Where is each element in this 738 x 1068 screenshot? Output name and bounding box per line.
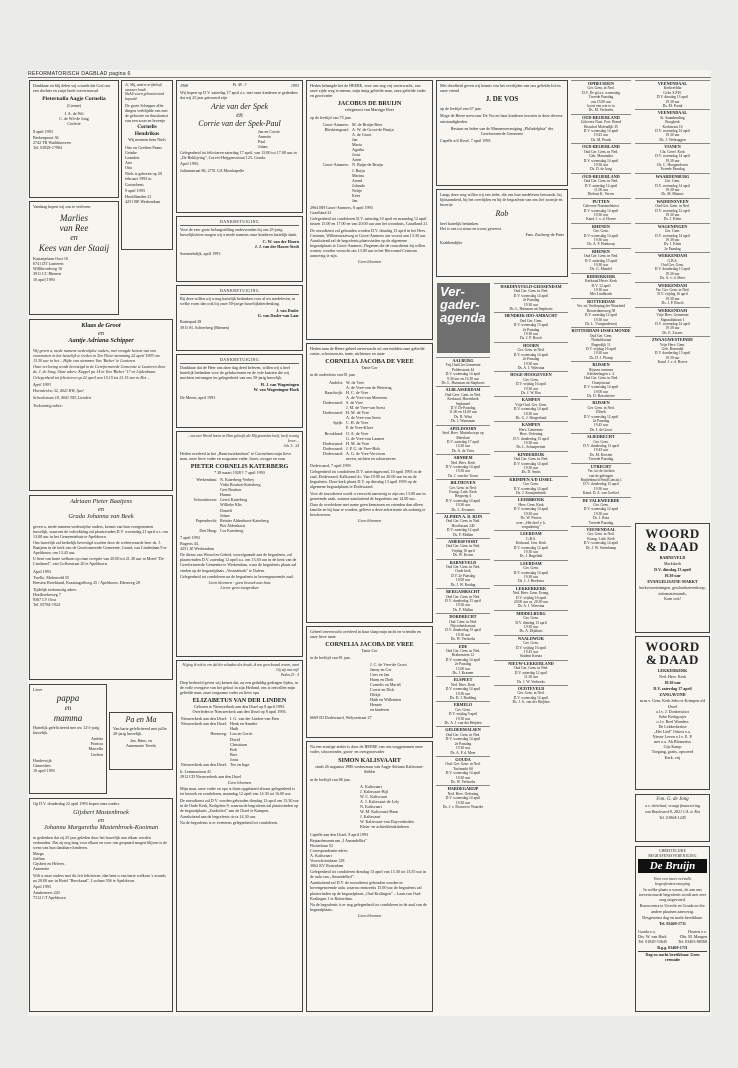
agenda-details: St. Saambinding Boogkerk Kerkstraat 16 D.V. woensdag 14 april 19.30 uur Ds. J. Verbruggen [655, 115, 690, 142]
agenda-item [494, 496, 568, 530]
agenda-item [494, 610, 568, 635]
family-names: C. H. de Vree P. de Vree-Kloet [346, 420, 373, 431]
obituary-de-vree: Heden nam de Heere geheel onverwacht uit ons midden onze geliefde zuster, schoonzuster, tante, nichtenzo en tante CORNELIA JACOBA DE VREE Tante Cor in de ouderdom van 81 jaar. Andelst: W. de Vree A. de Vree-van de Wetering Baardwijk: H. C. de Vree A. de Vree-van Meeteren Dodewaard: S. de Vree J. M. de Vree-van Soest Dodewaard: H. M. de Vree A. de Vree-van Soest Spijk: C. H. de Vree P. de Vree-Kloet Brookland: O. A. de Vree G. de Vree-van Laanen Dodewaard: H. M. de Vree Dodewaard: J. P. G. de Vree-Hols Dodewaard: A. G. de Vree-Vervoorn neven, nichten en achterneven Dodewaard, 7 april 1993 Gelegenheid tot condoleren D.V. zaterdagavond, 10 april 1993 in de zaal, Dodewaard, Kalkwand 4c. Van 19.00 tot 20.00 uur en na de begrafenis. Deze kerk plaats D.V. op dinsdag 13 april 1993 op de algemene begraafplaats te Dodewaard. Voor de rouwdienst wordt u verzocht aanwezig te zijn om 13.00 uur in genoemde zaak, waarna aansluitend de begrafenis om 14.00 uur. Daar de overledene met name geen kennissen en vrienden dan alleen familie en bij haar te worden, gelieve u deze advertentie als zodanig te beschouwen. Geen bloemen [306, 343, 433, 623]
agenda-item [571, 526, 631, 551]
agenda-item [494, 283, 568, 312]
agenda-place: ROTTERDAM [587, 298, 615, 304]
family-list [180, 477, 299, 533]
agenda-details: Oud Ger. Gem. in Ned. Geb. Maranatha D.V. woensdag 14 april 19.30 uur Ds. D. de Jong [583, 149, 619, 172]
agenda-place: DE VALKWEERDE [582, 497, 620, 503]
deceased-name: JACOBUS DE BRUIJN [337, 100, 402, 108]
agenda-details: Sted. Herv. Muziekcorps op Maerlant D.V. zaterdag 17 april 14.30 uur Ds. A. de Vries [442, 431, 484, 453]
agenda-item [436, 701, 490, 726]
family-row [180, 497, 299, 517]
agenda-place: RIDDERKERK [586, 273, 616, 279]
family-place: Nieuwerkerk aan den IJssel: [180, 762, 227, 768]
agenda-item [571, 298, 631, 327]
deceased-name: SIMON KALISVAART [338, 757, 401, 765]
agenda-place: BILTHOVEN [450, 480, 476, 486]
family-names: H. C. de Vree A. de Vree-van Meeteren [346, 389, 388, 400]
family-names: I. G. van der Linden-van Eten [230, 716, 279, 722]
agenda-details: Oud Ger. Gem. in Ned. Hooftstraat 240 D.V. zaterdag 12 april Ds. F. Mallan [445, 519, 481, 537]
agenda-details: Ver. Ger. Gem. in Ned. D.V. vrijdag 16 april 19.30 uur Ds. J. P. Bosch [655, 288, 690, 306]
family-place: Nieuwerkerk aan den IJssel: [180, 721, 227, 727]
agenda-place: LEERDAM [520, 531, 542, 537]
anniversary-mastenbroek: Op D.V. donderdag 22 april 1993 hopen onze ouders Gijsbert Mastenbroek en Johanna Margaretha Mastenbroek-Kooiman in gedenken dat zij 25 jaar geleden door het huwelijk aan elkaar werden verbonden. Dat zij nog lang voor elkaar en voor ons gespaard mogen blijven is de wens van hun dankbare kinderen. Marga Joëlina Gijsbert en Heleen , Antonette Wilt u onze ouders met dit feit feliciteren, dan bent u van harte welkom 's avonds na 20.00 uur in Hotel "Beeckzaal", Loolaan 556 te Apeldoorn. April 1993 Annbeneers 243 7312 CT Apeldoorn [29, 798, 173, 1012]
agenda-place: UTRECHT [590, 463, 612, 469]
family-names: A. W. de Groot-de Bruijn A. de Groot Jan Maria Agatha Joost Arien [352, 126, 394, 163]
family-names: Cor Katerberg [220, 527, 244, 533]
agenda-item [494, 312, 568, 341]
agenda-item [571, 361, 631, 399]
woord-en-daad-barneveld: WOORD & DAAD BARNEVELD Marktkerk D.V. dinsdag 13 april 19.30 uur EVANGELISATIE-MARKT kerkvoorzieningen, geschenkenverkoop, informatiestands, Kom ook! [635, 523, 710, 633]
agenda-place: KINDERDIJK [517, 451, 545, 457]
family-place: Papendrecht: [195, 517, 217, 523]
agenda-details: Oud Ger. Gem. D.V. woensdag 13 april 2e Paasdag 19.30 uur Ds. J. P. Bosch [513, 318, 549, 341]
agenda-item [436, 513, 490, 538]
family-row [310, 127, 429, 163]
agenda-details: Gelovere Nazi. Fort. Boerd Beaufort Molendijk 35 D.V. woensdag 14 april 19.45 uur Ds. M. Pronk [580, 120, 622, 142]
agenda-place: AMERSFOORT [448, 539, 478, 545]
family-row [180, 762, 299, 767]
agenda-item [571, 463, 631, 497]
agenda-item [436, 785, 490, 810]
family-place: Dodewaard: [322, 399, 343, 405]
agenda-item [436, 676, 490, 701]
family-place: Dodewaard: [322, 410, 343, 416]
family-row [180, 731, 299, 762]
agenda-list-far-right [635, 80, 710, 520]
family-names: H. M. de Vree A. de Vree-van Soest [346, 410, 381, 421]
agenda-item [571, 143, 631, 172]
agenda-place: WERKENDAM [657, 282, 688, 288]
agenda-place: LEERBROEK [517, 497, 545, 503]
family-row [180, 518, 299, 528]
agenda-place: LEERDAM [520, 560, 542, 566]
agenda-details: Herv. Gem. Kerk D.V. woensdag 14 april 19.30 uur Ds. W. Pieters over: „Het doel v. k. vergadering" [513, 502, 549, 529]
woord-en-daad-lekkerkerk: WOORD & DAAD LEKKERKERK Ned. Herv. Kerk 19.30 uur D.V. zaterdag 17 april ZANGAVOND m.m.v. Gem. Kerk Sebo te Krimpen a/d IJssel a.l.v. J. Donkersloot Sobo Kerkgosjer o.l.v. Roel Wanders De Lekkerkerkse „Het Lied" Orkest o.a. Nieuw Leven o.l.v. E. P. met o.a. Ab Blomerius Gijs Kamp Toegang, gratis, opwoerd Kerk. vrij [635, 636, 710, 790]
agenda-details: Ger. Gem. D.V. woensdag 12 april 19.30 uur Ds. J. Rota Tweede Paasdag [583, 502, 619, 525]
thank-you-rob: Langs deze weg willen wij een ieder, die ons hun medeleven betoonde, bij lijdzaamheid, bij het overlijden en bij de begrafenis van ons lief zoontje en broertje Rob heel hartelijk bedanken. Het is ons tot steun en troost geweest. Fam. Zuidweg-de Pater Krabbendijke [436, 189, 568, 277]
thank-you-van-wageningen: DANKBETUIGING Dankbaar dat de Heer ons deze dag deed beleven, willen wij u heel hartelijk bedanken voor de gelukwensen en de vele kaarten die wij mochten ontvangen ter gelegenheid van ons 50-jarig huwelijk. H. J. van Wageningen W. van Wageningen-Hoek De Meern, april 1993 [176, 354, 303, 428]
agenda-place: APELDOORN [449, 425, 477, 431]
bride-name: Marlies [60, 213, 88, 224]
agenda-place: WAARDENBURG [655, 173, 690, 179]
family-names: Lou en Gerrit David Christiaan Bob Bert Joost [230, 731, 253, 762]
agenda-details: Oud. Ger. Gem. in Ned. Turfmarkt 60 D.V. woensdag 14 april 19.30 uur Ds. W. Verhoeks [445, 762, 481, 784]
agenda-place: VEENENDAAL [657, 110, 688, 116]
agenda-details: Oud Ger. Gem. Thaboldstraat Bogerdijk 11 D.V. vrijdag 16 april 19.30 uur Ds. D. J. Plomp [585, 333, 617, 360]
de-bruijn-logo: De Bruijn [638, 859, 707, 873]
agenda-list-middle [494, 283, 568, 1012]
family-row [180, 528, 299, 533]
agenda-place: HARDINXVELD-GIESSENDAM [500, 284, 562, 289]
family-row [180, 477, 299, 497]
agenda-details: Oud Ger. Gem. in Ned. D.V. woensdag 14 april 2e Paasdag 19.30 uur Ds. A. P. d. Meer [445, 732, 481, 755]
family-names: H. M. de Vree [346, 440, 370, 446]
thank-you-van-der-hoorn: DANKBETUIGING Voor de zeer grote belangstelling ondervonden bij ons 25-jarig huwelijksfeest mogen wij u mede namens onze kinderen hartelijk dank. C. W. van der Hoorn J. J. van der Hoorn-Stedt Sommelsdijk, april 1993 [176, 216, 303, 282]
agenda-details: Ned. Herv. Oefening D.V. woensdag 14 april 19.30 uur Ds. J. v. Boosen te Waarder [442, 791, 484, 809]
agenda-item [436, 559, 490, 588]
thank-you-van-dasler: DANKBETUIGING Bij deze willen wij u nog hartelijk bedanken voor al uw medeleven, in welke vorm dan ook bij onze 50-jarige huwelijksherdenking. J. van Dasler G. van Dasler-van Laar Rutterpad 28 3911 SL Achterberg (Rhenen) [176, 285, 303, 351]
agenda-place: OPHEUSDEN [587, 81, 615, 86]
deceased-name: ELIZABETUS VAN DER LINDEN [192, 696, 287, 704]
agenda-details: Oud Ger. Gem. in Ned. Vrijdag 16 april Ds. W. Kroon [445, 544, 481, 558]
agenda-place: WAGENINGEN [657, 223, 688, 229]
agenda-details: Oud Ger. Gem. in Ned. Oude kerk D.V. 2e Paasdag 10.00 uur Ds. J. W. Rotdag [445, 565, 481, 587]
agenda-place: OUD-BEIJERLAND [582, 173, 620, 179]
agenda-item [436, 425, 490, 454]
agenda-details: Ger. Gem. D.V. vrijdag 16 april 19.45 uur Student Kreutz [515, 641, 547, 659]
agenda-details: Ned. Herv. Kerk D.V. woensdag 14 april 19.30 uur Ds. D. J. Budding [445, 682, 481, 701]
family-row [310, 390, 429, 400]
agenda-item [571, 80, 631, 114]
family-list [180, 716, 299, 767]
agenda-item [494, 476, 568, 497]
agenda-place: WADDINXVEEN [656, 198, 689, 204]
child-name: Pieternalla Aagje Cornelia [42, 96, 106, 103]
agenda-place: RIJSSEN [592, 362, 610, 368]
agenda-place: NAALDWIJK [517, 635, 545, 641]
birth-announcement-niels: Je, Mij, andere urijhehaft wanneer baalt HaAlt wiern gebeartoetend bepaald De grote Schepper aller dingen verblijdde ons met de geboorte en thuiskomst van een zoon en broertje Cornelis Hendrikus Wij noemen hem Niels Otto en Gerdien Paans Geinke Leandert Arts Otto Niels is geboren op 20 februari 1993 in Gorinchem. 9 april 1993 Hoofdlanden 21 4251 BE Werkendam [121, 80, 173, 250]
agenda-item [436, 756, 490, 785]
agenda-details: Ger. Gem. D.V. donderdag 13 april 19.45 uur Ds. M. Kersten Tweede Paasdag [583, 439, 619, 462]
birth-announcement-lienne: Dankbaar en blij delen wij u mede dat God ons een dochter en zusje heeft toevertrouwd Pieternalla Aagje Cornelia (Lienne) J. A. de Wit C. de Wit-de Jong Corletie 8 april 1993 Berkenpoort 36 2742 TR Waddinxveen Tel. 01828-17904 [29, 80, 119, 198]
agenda-details: Ger. Gem. D.V. vrijdag 16 april 19.30 uur Ds. J. W. Bos [515, 377, 547, 395]
family-place: Bleskensgraaf: [324, 126, 349, 132]
agenda-place: HOGE-HOOGEVEEN [510, 372, 552, 378]
family-names: A. G. de Vree-Vervoorn neven, nichten en achterneven [346, 450, 396, 461]
agenda-details: Ned. Herv. Gem. Evang. D.V. vrijdag 16 april 20.00 uur ca. 20.30 uur Ds. A. J. Wiersma [512, 591, 550, 609]
family-names: Henk en Anneke Huib [230, 721, 258, 732]
family-names: N. Katerberg-Verhey Vidia Bouhon-Katerberg Gert Bouhon Hanna [220, 476, 261, 498]
agenda-place: MIDDELBURG [516, 610, 546, 616]
family-place: Groot-Ammers: [322, 121, 349, 127]
agenda-item [494, 635, 568, 660]
family-place: Nieuwerkerk aan den IJssel: [180, 716, 227, 722]
family-names: J. P. G. de Vree-Hols [346, 445, 381, 451]
agenda-item [571, 273, 631, 298]
agenda-details: Ned. Herv. Kerk D.V. woensdag 14 april 19.30 uur Ds. J. van der Toorn [445, 460, 481, 478]
agenda-item [571, 327, 631, 361]
agenda-item [494, 421, 568, 450]
agenda-item [571, 223, 631, 248]
agenda-place: RHENEN [592, 223, 610, 229]
agenda-place: HOORN [523, 342, 539, 348]
agenda-place: HENDRIK-IDO-AMBACHT [504, 313, 558, 319]
agenda-item [494, 451, 568, 476]
groom-name: Kees van der Staaij [38, 243, 110, 254]
agenda-item [436, 386, 490, 424]
agenda-place: GELDERMALSEN [445, 727, 481, 733]
agenda-details: Rijssen centrum Irlesberlingen v. 4. Oud Ger. Gem. in Ned. Oranjestraat D.V. woensdag 14 april 19.00 uur Ds. D. Bosschieter [583, 367, 619, 398]
agenda-place: KRIMPEN A/D IJSSEL [509, 476, 553, 482]
agenda-item [436, 538, 490, 559]
family-place: Heenweg: [210, 731, 227, 737]
agenda-item [635, 252, 710, 281]
agenda-item [436, 479, 490, 513]
agenda-details: Ger. Gem. D.V. woensdag 14 april 19.30 uur Ds. J. Klein 2e Paasdag [655, 229, 690, 251]
agenda-details: Oud Ger. Gem. in Ned. D.V. zaterdag 12 april 11.30 uur Ds. J. W. Verhoeks [513, 666, 549, 684]
family-names: Teo en Inge [230, 762, 250, 768]
agenda-item [635, 198, 710, 223]
agenda-place: ROTTERDAM-IJSSELMONDE [571, 328, 631, 334]
family-place: Brookland: [324, 430, 343, 436]
agenda-place: ALPHEN A. D. RIJN [443, 514, 483, 519]
wedding-announcement-de-groot: Klaas de Groot en Aantje Adriana Schipper Wij geven u, mede namens wederzijdse ouders, met vreugde kennis van ons voornemen in het huwelijk te treden in Ten Vliete-stemming 22 april 1993 om 13.30 uur in het ...Hijke van stemmen Van 'Bieber' te Lunteren. Onze verloving wordt bevestigd in de Gereformeerde Gemeente te Lunteren door ds. J. de Jong. Onze adres: Koppel pa 14 in Van 'Bieber' 17 en Lijdenbaan. Gelegenheid tot feliciteren op 22 april van 15.15 tot 21.15 uur in Het ... April 1993 Hoenderloo 32, 4021 RW, Ijzel Schoolstraat 18, 4041 ND, Lienden Toekomstig adres: [29, 319, 173, 491]
agenda-details: Vrije Herv. Gem. Geb. Rosendal D.V. donderdag 15 april 19.30 uur Kand. J. v. d. Hoeve [654, 342, 691, 365]
agenda-details: Ger. Gem. D.V. vrijdag 9 april 19.30 uur Ds. A. J. van der Heijden [444, 707, 482, 726]
agenda-details: Kerkzaal Hervr. Kerk D.V. 12 april 19.30 uur Met Lindbroek [585, 279, 617, 297]
agenda-item [635, 143, 710, 172]
family-row [310, 420, 429, 430]
agenda-details: Ger. Gem. D.V. woensdag 14 april 19.30 uur Ds. A. F. Honkoop [583, 229, 619, 247]
agenda-item [635, 80, 710, 109]
obituary-de-vree-family: Geheel onverwacht overleed in haar slaap mijn nicht en vriendin en onze lieve tante CORNELIA JACOBA DE VREE Tante Cor in de leeftijd van 81 jaar. J. C. de Vree-de Groot Janny en Cor Cees en Jan Harm en Dieli Cornelis en Mariël Corrie en Dick Dirkje Huib en Willemien Hennie en kinderen 6669 DJ Dodewaard, Welysestraat 27 [306, 626, 433, 738]
agenda-place: PUTTEN [592, 198, 610, 204]
agenda-details: Ger. Gem. D.V. woensdag 14 april 19.30 uur Ds. J. J. Hoekstra [513, 566, 549, 584]
agenda-details: Herv. Gemeente Herv. Oefening D.V. donderdag 15 april 19.30 uur Ds. L. Schaaprenter [513, 427, 549, 450]
agenda-details: Oud. Gem. in Ned. Nijverheidsstraat D.V. donderdag 15 april 19.30 uur Ds. W. Verhoeks [445, 619, 481, 642]
agenda-place: RHENEN [592, 248, 610, 254]
agenda-item [494, 585, 568, 610]
agenda-details: Vrij.Oud.Ger.Gemeente Polderstraat 44 D.V. woensdag 14 april 9.30 uur en 14.30 uur Ds. L. Huisman uit Staphorst [441, 363, 485, 386]
agenda-list-right [571, 80, 631, 1012]
agenda-item [494, 660, 568, 685]
agenda-details: Oud Ger. Gem. in Ned. D.V. donderdag 15 april 19.30 uur Ds. F. Mallan [445, 594, 481, 612]
agenda-place: RIJSSEN [592, 400, 610, 406]
agenda-place: KAMPEN [521, 397, 541, 403]
family-names: W. de Vree A. de Vree-van de Wetering [346, 379, 392, 390]
agenda-details: Oud Ger. Gem. in Ned. D.V. zaterdag 12 april 11.00 uur Diehuis K. Verver [583, 179, 619, 197]
agenda-place: OUD-BEIJERLAND [582, 144, 620, 150]
agenda-item [635, 336, 710, 365]
agenda-title: Ver- gader- agenda [437, 283, 490, 353]
family-place: Dodewaard: [322, 445, 343, 451]
agenda-place: BERGAMBACHT [446, 589, 480, 595]
family-place: Dodewaard: [322, 440, 343, 446]
agenda-item [494, 560, 568, 585]
agenda-item [571, 497, 631, 526]
agenda-details: Oud Ger. Gem. in Ned. D.V. woensdag 12 april 19.30 uur Ds. J. Klein [655, 204, 690, 222]
agenda-details: Gelovere Nazomelsbrist D.V. woensdag 14 april 19.30 uur Kand. J. v. d. Hoeve [583, 204, 619, 222]
agenda-place: WERKENDAM [657, 253, 688, 259]
agenda-item [571, 114, 631, 143]
family-row [310, 431, 429, 441]
agenda-item [635, 307, 710, 336]
family-place: Spijk: [333, 420, 343, 426]
agenda-place: HARDEGARIJP [447, 786, 479, 792]
agenda-details: Ger. Gem. D.V. dinsdag 13 april 19.30 uur Ds. A. Dijkhuis [515, 616, 547, 634]
family-place: Dodewaard: [322, 450, 343, 456]
agenda-details: Oud Ger. Gem. in Ned. Brakenstein 12 D.V. woensdag 14 april 2e Paasdag 15.00 uur Ds. J. Kraaner [445, 648, 481, 675]
family-row [310, 380, 429, 390]
agenda-place: ALBLASSERDAM [445, 387, 481, 393]
agenda-place: BARNEVELD [449, 559, 477, 565]
agenda-place: SLIEDRECHT [587, 434, 615, 440]
agenda-item [635, 282, 710, 307]
agenda-item [571, 198, 631, 223]
agenda-item [436, 454, 490, 479]
agenda-details: Ger. Gem. in Ned. Evang. Luth. Kerk Bergweg 4 D.V. woensdag 14 april 19.30 uur Ds. L. Kwantes [445, 485, 481, 512]
family-row [310, 451, 429, 461]
agenda-details: Ger. Gem. in Ned. D.V. woensdag 14 april Ds. J. A. van der Heijden [512, 691, 550, 705]
agenda-details: Ger. Gem. in Ned. Evang. Luth. Kerk D.V. woensdag 14 april Ds. J. W. Steenkamp [583, 532, 619, 550]
agenda-details: Oud Ger. Gem. in Ned. D.V. woensdag 14 april 19.30 uur Ds. D. Smits [513, 457, 549, 475]
agenda-item [494, 371, 568, 396]
newspaper-page [28, 70, 711, 1016]
agenda-item [571, 248, 631, 273]
family-list [310, 122, 429, 204]
agenda-details: Ger. Gem. D.V. woensdag 14 april 19.30 uur Ds. M. Blaauw [655, 179, 690, 197]
agenda-place: ELSPEET [453, 677, 473, 683]
anniversary-pa-en-ma: Pa en Ma Van harte gefeliciteerd met jullie 20-jarig huwelijk. Jan, Hans, en Annemarie Teerds [109, 712, 173, 770]
agenda-list-left [436, 357, 490, 1012]
agenda-details: Oud Ger. Gem. in Ned. D.V. woensdag 14 april 2e Paasdag 19.30 uur Ds. L. Huisman uit Staphorst [509, 289, 553, 312]
agenda-details: G.B.S. Oud Ger. Gem. D.V. donderdag 13 april 19.30 uur Ds. A. v. d. Meer [654, 258, 691, 281]
agenda-details: Ver. tot Verdieping der Waarheid Rosserdamsweg 58 D.V. zaterdag 12 april 19.30 uur Ds. L. Vroegindeweij [576, 304, 626, 326]
family-list [310, 380, 429, 462]
wedding-announcement-baaijens: Adriaan Pieter Baaijens en Grada Johanna van Beek geven u, mede namens wederzijdse ouders, kennis van hun voorgenomen huwelijk, waarvan de voltrekking zal plaatsvinden D.V. woensdag 21 april a.s. om 13.00 uur in het Gemeentehuis te Apeldoorn. Ons huwelijk zal kerkelijk bevestigd worden door de weleerwaarde heer ds. J. Baaijens in de kerk van de Gereformeerde Gemeente, Grand, van Lindenlaan 9 te Apeldoorn, om 13.45 uur. U bent van harte welkom op onze receptie van 20.00 tot 21.30 uur in Motel "De Cantharel", van Golfsestraat 20 te Apeldoorn. April 1993 Twello, Molenveld 55 Beesten Broekland, Kraaiaagalfweg 25 / Apeldoorn, Edenweg 20 Tijdelijk toekomstig adres: Hoefhoekeweg 7 8367 LV Oost Tel. 05784-1924 [29, 495, 173, 680]
agenda-item [436, 643, 490, 677]
agenda-item [571, 433, 631, 462]
agenda-details: Ger. Gem. in Ned. Elleeb D.V. woensdag 12 april 2e Paasdag 19.45 uur Ds. J. de Groot [583, 405, 619, 432]
agenda-item [571, 399, 631, 433]
family-place: Baardwijk: [324, 389, 343, 395]
agenda-place: LEKKERKERK [515, 585, 547, 591]
agenda-item [436, 726, 490, 755]
agenda-item [436, 613, 490, 642]
funeral-society-de-bruijn: CHRISTELIJKE BEGRAFENISVERENIGING De Bruijn Voor een meer eervolle begrafenisverzorging In welke plaats u woont, de aan ons toevertrouwde begrafenis wordt met zeer zorg uitgevoerd. Rouwcentra te Utrecht en Gouda en div. andere plaatsen aanwezig. Desgewenst dag en nacht bereikbaar. Tel. 03469-1711 Gouda e.o. Drs. W. van Hark Tel. 01820-15645 Houten e.o. Dhr. M. Maagen Tel. 03403-88568 B.g.g. 03469-1711 Dag en nacht bereikbaar. Geen crematie [635, 846, 710, 1012]
family-names: S. de Vree J. M. de Vree-van Soest [346, 399, 386, 411]
family-row [310, 162, 429, 203]
family-names: N. Buijn-de Bruijn J. Buijn Marina Arend Jolanda Neltje Kees Jan [352, 162, 383, 204]
deceased-name: PIETER CORNELIS KATERBERG [190, 462, 289, 470]
family-row [310, 400, 429, 410]
agenda-details: Ger. Gem. in Ned. D.V. woensdag 14 april 2e Paasdag 19.30 uur Ds. A. J. Wiersma [513, 348, 549, 370]
agenda-place: KAMPEN [521, 422, 541, 428]
family-place: Den Haag: [199, 527, 217, 533]
family-place: Werkendam: [196, 476, 217, 482]
obituary-de-vos: Met dreefheid geven wij kennis van het overlijden van ons geliefde lid en onze vriend J. DE VOS op de leeftijd van 67 jaar. Moge de Heere mevrouw De Vos en haar kinderen troosten in deze diverse omstandigheden. Bestuur en leden van de Mannenvereniging „Philadelphia" der Gereformeerde Gemeente Capelle a/d IJssel, 7 april 1993 [436, 80, 568, 186]
agenda-details: Oud Ger. Gem. in Ned. D.V. zaterdag 15 april 19.30 uur Ds. G. Mandel [583, 254, 619, 272]
family-names: Reinier Aldenhorst-Katerberg Piet Aldenhorst [220, 517, 269, 528]
obituary-van-der-linden: Al ging ik ook in een dal der schaduw des doods, ik zou geen kwaad vrezen, want Gij zijt met mij! Psalm 23 : 4 Diep bedroefd geven wij kennis dat, na een geduldig gedragen lijden, in de volle overgave van het geloof in zijn Heiland, ons is ontvallen mijn geliefde man, onze zorgzame vader en lieve opa ELIZABETUS VAN DER LINDEN Geboren te Nieuwerkerk aan den IJssel op 8 april 1993. Overleden te Nieuwerkerk aan den IJssel op 8 april 1993. Nieuwerkerk aan den IJssel: I. G. van der Linden-van Eten Nieuwerkerk aan den IJssel: Henk en Anneke Huib Heenweg: Lou en Gerrit David Christiaan Bob Bert Joost Nieuwerkerk aan den IJssel: Teo en Inge Ir. Lemmastraat 41 2912 CD Nieuwerkerk aan den IJssel Geen bloemen Mijn man, onze vader en opa is thuis opgebaard alwaar gelegenheid is tot bezoek en condoleren, maandag 12 april van 14.30 tot 16.00 uur. De rouwdienst zal D.V. worden gehouden dinsdag 13 april om 13.30 uur in de Oude Kerk, Kerkplein 9, waarna de begrafenis zal plaatsvinden op de begraafplaats „Zuiderhof" aan de IJssel te Kampen. Aansluitend aan de begrafenis circa 14.30 uur. Na de begrafenis is er eveneens gelegenheid tot condoleren. [176, 660, 303, 1012]
agenda-item [635, 173, 710, 198]
agenda-item [635, 223, 710, 252]
page-header: REFORMATORISCH DAGBLAD pagina 6 [28, 70, 711, 78]
agenda-item [436, 588, 490, 613]
agenda-place: AALBURG [452, 358, 474, 363]
agenda-item [494, 685, 568, 706]
agenda-place: VIANEN [664, 144, 681, 150]
anniversary-van-der-spek: 1968 Ps. 48 : 3 1993 Wij hopen op D.V. zaterdag 17 april a.s. met onze kinderen te gedenken dat wij 25 jaar getrouwd zijn Arie van der Spek en Corrie van der Spek-Paul Jan en Corrie Annette Paul Johan Gelegenheid tot feliciteren zaterdag 17 april, van 15.00 tot 17.00 uur in „De Beklijving", Corvet-Huijgensstraat 123, Gouda. April 1993, Julianastraat 86, 2751 GA Moerkapelle [176, 80, 303, 213]
agenda-details: G.B.S. Kerkzaal, Gen. Kerk D.V. woensdag 12 april 19.30 uur Ds. J. Bugelink [513, 536, 549, 559]
agenda-details: Ger. Gem. D.V. woensdag 14 april Ds. J. Kraaijenbrink [513, 482, 549, 496]
deceased-name: J. DE VOS [485, 95, 519, 104]
agenda-place: ARNHEM [453, 455, 473, 461]
agenda-place: GOUDA [455, 756, 471, 762]
agenda-details: Vrije Herv. Gemeente Signaaldatraat 1 D.V. woensdag 14 april 19.30 uur Ds. E. Zwarts [655, 313, 690, 335]
agenda-details: Ver. tot de stichtin van de geleugen Ruijtenburch/Smi(Consist.) D.V. donderdag 15 april 19.30 uur Kand. D. A. van Gerloef [580, 469, 622, 496]
agenda-details: Oud Gere. Gem. in Ned. Kerkzaal, Havenkerk Seplaneel D.V. Dr-Paasdag 11.00 en 14.00 uur Ds. B. Wüst Ds. J. Wunsman [444, 392, 482, 424]
family-row [180, 721, 299, 731]
obituary-kalisvaart: Na een ernstige ziekte is door de HEERE van ons weggenomen onze vader, schoonvader, groot- en overgrootvader SIMON KALISVAART sinds 26 augustus 1986 weduwnaar van Aagje Adriana Kalisvaart-Stöbbe in de leeftijd van 86 jaar. A. Kalisvaart J. Kalisvaart-Bijl W. C. Kalisvaart A. J. Kalisvaart-de Lely N. Kalisvaart W. M. Kalisvaart-Baan J. Kalisvaart W. Kalisvaart-van Duyvenboden Klein- en achterkleinkinderen Capelle aan den IJssel, 8 april 1993 Bejaardencentrum „I Amandellita" Fluiterlaan 52 Correspondentie-adres: A. Kalisvaart Voorschotenlaan 128 3062 KV Rotterdam Gelegenheid tot condoleren dinsdag 13 april van 13.30 tot 13.55 uur in de aula van „Amandelhof". Aansluitend zal D.V. de rouwdienst gehouden worden in bovengenoemde aula, waarna omstreeks 15.00 uur de begrafenis zal plaatsvinden op de begraafplaats „Oud Kralingen" – Laan van Oud-Kralingen 1 te Rotterdam. Na de begrafenis is er nog gelegenheid tot condoleren in de zaal van de begraafplaats. Geen bloemen [306, 741, 433, 1012]
agenda-place: DORDRECHT [449, 614, 477, 620]
family-names: M. de Bruijn-Boer [352, 121, 383, 127]
agenda-place: NIEUW-LEKKERLAND [508, 660, 554, 666]
agenda-details: Kerkverbliz Gebr. S.P.H. D.V. dinsdag 13 april 19.30 uur Ds. M. Pronk [656, 86, 689, 109]
agenda-item [494, 530, 568, 559]
agenda-place: ERMELO [453, 702, 473, 708]
agenda-item [494, 396, 568, 421]
agenda-place: WERKENDAM [657, 307, 688, 313]
agenda-place: OUDTEVELD [517, 685, 545, 691]
family-row [310, 410, 429, 420]
agenda-place: VEENENDAAL [657, 81, 688, 86]
family-place: Schoonhoven: [193, 497, 217, 503]
obituary-katerberg: ... ons niet Woord horen en Hem geloofd, die Mij gezonden heeft, heeft eeuwig leven ... Joh. 5 : 24 Heden overleed in het „Beatrixziekenhuis" te Gorinchem mijn lieve man, onze lieve vader en zorgzame vader, broer, zwager en oom PIETER CORNELIS KATERBERG * 28 maart 1928 † 7 april 1993 Werkendam: N. Katerberg-Verhey Vidia Bouhon-Katerberg Gert Bouhon Hanna Schoonhoven: Gerrit Katerberg Willieke Klis Danieli Johan Papendrecht: Reinier Aldenhorst-Katerberg Piet Aldenhorst Den Haag: Cor Katerberg 7 april 1993 Bugeris 44, 4251 JZ Werkendam De dienst van Woord en Gebed, voorafgaande aan de begrafenis, zal plaatsvinden D.V. zaterdag 12 april a.s. om 13.30 uur in de kerk van de Gereformeerde Gemeente te Werkendam, waar de begrafenis plaats zal vinden op de begraafplaats „Vossenhoek" te Dalem. Gelegenheid tot condoleren na de begrafenis in bovengenoemde zaal. Geen bloemen - geen bezoek aan huis Liever geen toespraken [176, 431, 303, 657]
agenda-details: Ger. Gem. in Ned. D.V. Dr-gd a.s. woensdag Tweede Paasdag om 15.00 uur hoort een wie ie ta Ds. M. Verhoeks [582, 86, 620, 113]
family-place: Andelst: [329, 379, 343, 385]
agenda-item [436, 357, 490, 386]
agenda-place: VEENENDAAL [586, 526, 616, 532]
agenda-details: Vrije Oud. Ger. Gem. D.V. woensdag 14 april 10.30 uur Ds. G. J. Slingerland [513, 402, 549, 420]
deceased-name: CORNELIA JACOBA DE VREE [325, 358, 414, 366]
obituary-de-bruijn: Heden behaagde het de HEERE, voor ons nog vrij onverwacht, van onze zijde weg te nemen, mijn innig geliefde man, onze geliefde vader en grootvader JACOBUS DE BRUIJN echtgenoot van Marrigje Boer op de leeftijd van 75 jaar. Groot-Ammers: M. de Bruijn-Boer Bleskensgraaf: A. W. de Groot-de Bruijn A. de Groot Jan Maria Agatha Joost Arien Groot-Ammers: N. Buijn-de Bruijn J. Buijn Marina Arend Jolanda Neltje Kees Jan 2964 BH Groot-Ammers, 8 april 1993 Graafland 21 Gelegenheid tot condoleren D.V. zaterdag 10 april en maandag 12 april tussen 15.00 en 17.00 en van 20.00 uur aan het woonhuis, Graafland 21. De rouwdienst zal gehouden worden D.V. dinsdag 13 april in het Herv. Centrum, Willemstraatweg te Groot-Ammers om vooraf aan 13.30 uur. Aansluitend zal de begrafenis plaatsvinden op de algemene begraafplaats te Groot-Ammers. Degenen die de rouwdienst bij willen wonen, worden verzocht om 13.00 uur in het Hervormd Centrum aanwezig te zijn. Geen bloemen [306, 80, 433, 340]
anniversary-pappa-mamma: Lieve pappa en mamma Hartelijk gefeliciteerd met uw 12½-jarig huwelijk. Aniëtta Patricia Marcella Gerlien Harderwijk Ginneshen 10 april 1993 [29, 684, 107, 794]
agenda-place: EDE [458, 643, 468, 649]
family-names: O. A. de Vree G. de Vree-van Laanen [346, 430, 384, 441]
agenda-place: OUD-BEIJERLAND [582, 114, 620, 120]
agenda-place: ZWAAGWESTEINDE [651, 337, 694, 343]
family-names: Gerrit Katerberg Willieke Klis Danieli Johan [220, 497, 248, 518]
family-place: Groot-Ammers: [322, 162, 349, 168]
agenda-item [635, 109, 710, 143]
agenda-details: Chr. Geref. Kerk D.V. woensdag 14 april 19.30 uur Ds. C. Hoogendoorn Tweede Paasdag [655, 149, 690, 172]
engagement-announcement: Vandaag hopen wij ons te verloven Marlies van Ree en Kees van der Staaij Kastanjelaan Oost 16 6741 DT Lunteren Willibrordweg 16 3911 CC Rhenen 10 april 1993 [29, 201, 119, 315]
agenda-item [494, 342, 568, 371]
ad-de-jong: Fon. G. de Jong o.v. dertchad, vraagt financiering van Boulevard 8, 2821 CA. te Rot Tel. 01864-1245 [635, 794, 710, 842]
agenda-item [571, 173, 631, 198]
